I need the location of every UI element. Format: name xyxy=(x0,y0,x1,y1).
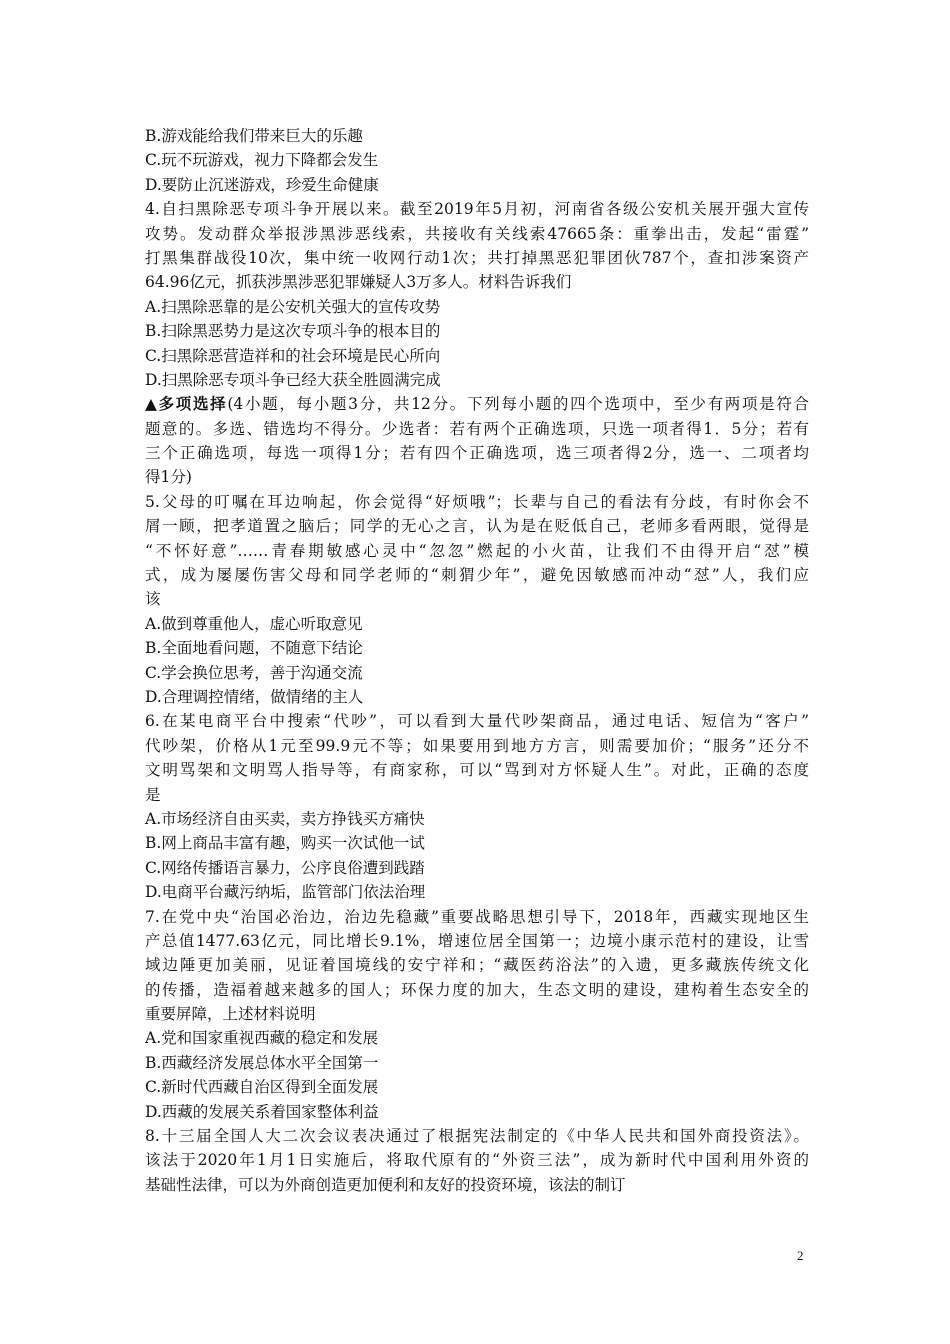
text-line xyxy=(145,173,809,197)
line-text: A.扫黑除恶靠的是公安机关强大的宣传攻势 xyxy=(145,297,441,316)
line-text: 打黑集群战役10次，集中统一收网行动1次；共打掉黑恶犯罪团伙787个，查扣涉案资产 xyxy=(145,248,809,267)
line-text: B.全面地看问题，不随意下结论 xyxy=(145,639,363,658)
text-line xyxy=(145,465,809,489)
text-line xyxy=(145,1173,809,1197)
line-text: 4.自扫黑除恶专项斗争开展以来。截至2019年5月初，河南省各级公安机关展开强大宣传 xyxy=(145,200,809,219)
line-text: 重要屏障，上述材料说明 xyxy=(145,1005,316,1024)
text-line xyxy=(145,709,809,733)
line-text: D.合理调控情绪，做情绪的主人 xyxy=(145,687,364,706)
text-line xyxy=(145,661,809,685)
line-text: C.学会换位思考，善于沟通交流 xyxy=(145,663,363,682)
line-text: D.西藏的发展关系着国家整体利益 xyxy=(145,1102,379,1121)
text-line xyxy=(145,807,809,831)
line-text: B.游戏能给我们带来巨大的乐趣 xyxy=(145,127,363,145)
line-text: 式，成为屡屡伤害父母和同学老师的“刺猬少年”，避免因敏感而冲动“怼”人，我们应 xyxy=(145,566,809,585)
line-text: 三个正确选项，每选一项得1分；若有四个正确选项，选三项者得2分，选一、二项者均 xyxy=(145,444,809,463)
line-text: 的传播，造福着越来越多的国人；环保力度的加大，生态文明的建设，建构着生态安全的 xyxy=(145,980,809,999)
line-text: 5.父母的叮嘱在耳边响起，你会觉得“好烦哦”；长辈与自己的看法有分歧，有时你会不 xyxy=(145,492,809,511)
line-text: 产总值1477.63亿元，同比增长9.1%，增速位居全国第一；边境小康示范村的建设，让雪 xyxy=(145,931,809,950)
line-text: B.扫除黑恶势力是这次专项斗争的根本目的 xyxy=(145,322,441,341)
line-text: B.网上商品丰富有趣，购买一次试他一试 xyxy=(145,834,425,853)
text-line xyxy=(145,612,809,636)
text-line xyxy=(145,514,809,538)
text-line xyxy=(145,197,809,221)
text-line xyxy=(145,490,809,514)
line-text: 基础性法律，可以为外商创造更加便利和友好的投资环境，该法的制订 xyxy=(145,1175,626,1194)
line-text: 6.在某电商平台中搜索“代吵”，可以看到大量代吵架商品，通过电话、短信为“客户” xyxy=(145,712,809,731)
line-text: D.电商平台藏污纳垢，监管部门依法治理 xyxy=(145,883,426,902)
line-text: (4小题，每小题3分，共12分。下列每小题的四个选项中，至少有两项是符合 xyxy=(227,395,810,414)
text-line xyxy=(145,783,809,807)
line-text: 7.在党中央“治国必治边，治边先稳藏”重要战略思想引导下，2018年，西藏实现地区生 xyxy=(145,907,809,926)
line-text: D.要防止沉迷游戏，珍爱生命健康 xyxy=(145,175,379,194)
line-text: 是 xyxy=(145,785,161,804)
text-line xyxy=(145,905,809,929)
text-line xyxy=(145,539,809,563)
line-text: A.做到尊重他人，虚心听取意见 xyxy=(145,614,363,633)
section-heading: ▲多项选择 xyxy=(145,394,228,414)
text-line xyxy=(145,1100,809,1124)
text-line xyxy=(145,1026,809,1050)
text-line xyxy=(145,563,809,587)
text-line xyxy=(145,880,809,904)
line-text: 64.96亿元，抓获涉黑涉恶犯罪嫌疑人3万多人。材料告诉我们 xyxy=(145,273,572,292)
text-line xyxy=(145,148,809,172)
text-line xyxy=(145,734,809,758)
line-text: “不怀好意”……青春期敏感心灵中“忽忽”燃起的小火苗，让我们不由得开启“怼”模 xyxy=(145,541,809,560)
line-text: D.扫黑除恶专项斗争已经大获全胜圆满完成 xyxy=(145,370,441,389)
text-line xyxy=(145,1075,809,1099)
line-text: 攻势。发动群众举报涉黑涉恶线索，共接收有关线索47665条：重拳出击，发起“雷霆” xyxy=(145,224,809,243)
line-text: 代吵架，价格从1元至99.9元不等；如果要用到地方方言，则需要加价；“服务”还分不 xyxy=(145,736,809,755)
text-line xyxy=(145,1051,809,1075)
text-line xyxy=(145,929,809,953)
text-line xyxy=(145,270,809,294)
text-line xyxy=(145,758,809,782)
line-text: 文明骂架和文明骂人指导等，有商家称，可以“骂到对方怀疑人生”。对此，正确的态度 xyxy=(145,761,809,780)
line-text: C.新时代西藏自治区得到全面发展 xyxy=(145,1078,379,1097)
text-line xyxy=(145,1002,809,1026)
line-text: B.西藏经济发展总体水平全国第一 xyxy=(145,1053,379,1072)
line-text: C.扫黑除恶营造祥和的社会环境是民心所向 xyxy=(145,346,441,365)
text-line xyxy=(145,978,809,1002)
text-line xyxy=(145,856,809,880)
page-number: 2 xyxy=(797,1248,804,1263)
line-text: 8.十三届全国人大二次会议表决通过了根据宪法制定的《中华人民共和国外商投资法》。 xyxy=(145,1127,809,1146)
document-body xyxy=(145,124,809,1197)
text-line xyxy=(145,636,809,660)
text-line xyxy=(145,953,809,977)
text-line xyxy=(145,295,809,319)
line-text: 该法于2020年1月1日实施后，将取代原有的“外资三法”，成为新时代中国利用外资的 xyxy=(145,1151,809,1170)
text-line xyxy=(145,1148,809,1172)
text-line xyxy=(145,587,809,611)
line-text: 得1分) xyxy=(145,468,192,487)
line-text: C.玩不玩游戏，视力下降都会发生 xyxy=(145,151,379,170)
text-line xyxy=(145,441,809,465)
text-line xyxy=(145,685,809,709)
text-line xyxy=(145,831,809,855)
line-text: 屑一顾，把孝道置之脑后；同学的无心之言，认为是在贬低自己，老师多看两眼，觉得是 xyxy=(145,517,809,536)
text-line xyxy=(145,319,809,343)
line-text: 该 xyxy=(145,590,161,609)
line-text: A.党和国家重视西藏的稳定和发展 xyxy=(145,1029,379,1048)
text-line xyxy=(145,246,809,270)
line-text: 域边陲更加美丽，见证着国境线的安宁祥和；“藏医药浴法”的入遗，更多藏族传统文化 xyxy=(145,956,809,975)
line-text: 题意的。多选、错选均不得分。少选者：若有两个正确选项，只选一项者得1．5分；若有 xyxy=(145,419,809,438)
text-line xyxy=(145,392,809,416)
text-line xyxy=(145,344,809,368)
text-line xyxy=(145,417,809,441)
line-text: C.网络传播语言暴力，公序良俗遭到践踏 xyxy=(145,858,425,877)
text-line xyxy=(145,124,809,148)
line-text: A.市场经济自由买卖，卖方挣钱买方痛快 xyxy=(145,809,425,828)
text-line xyxy=(145,368,809,392)
text-line xyxy=(145,1124,809,1148)
text-line xyxy=(145,222,809,246)
